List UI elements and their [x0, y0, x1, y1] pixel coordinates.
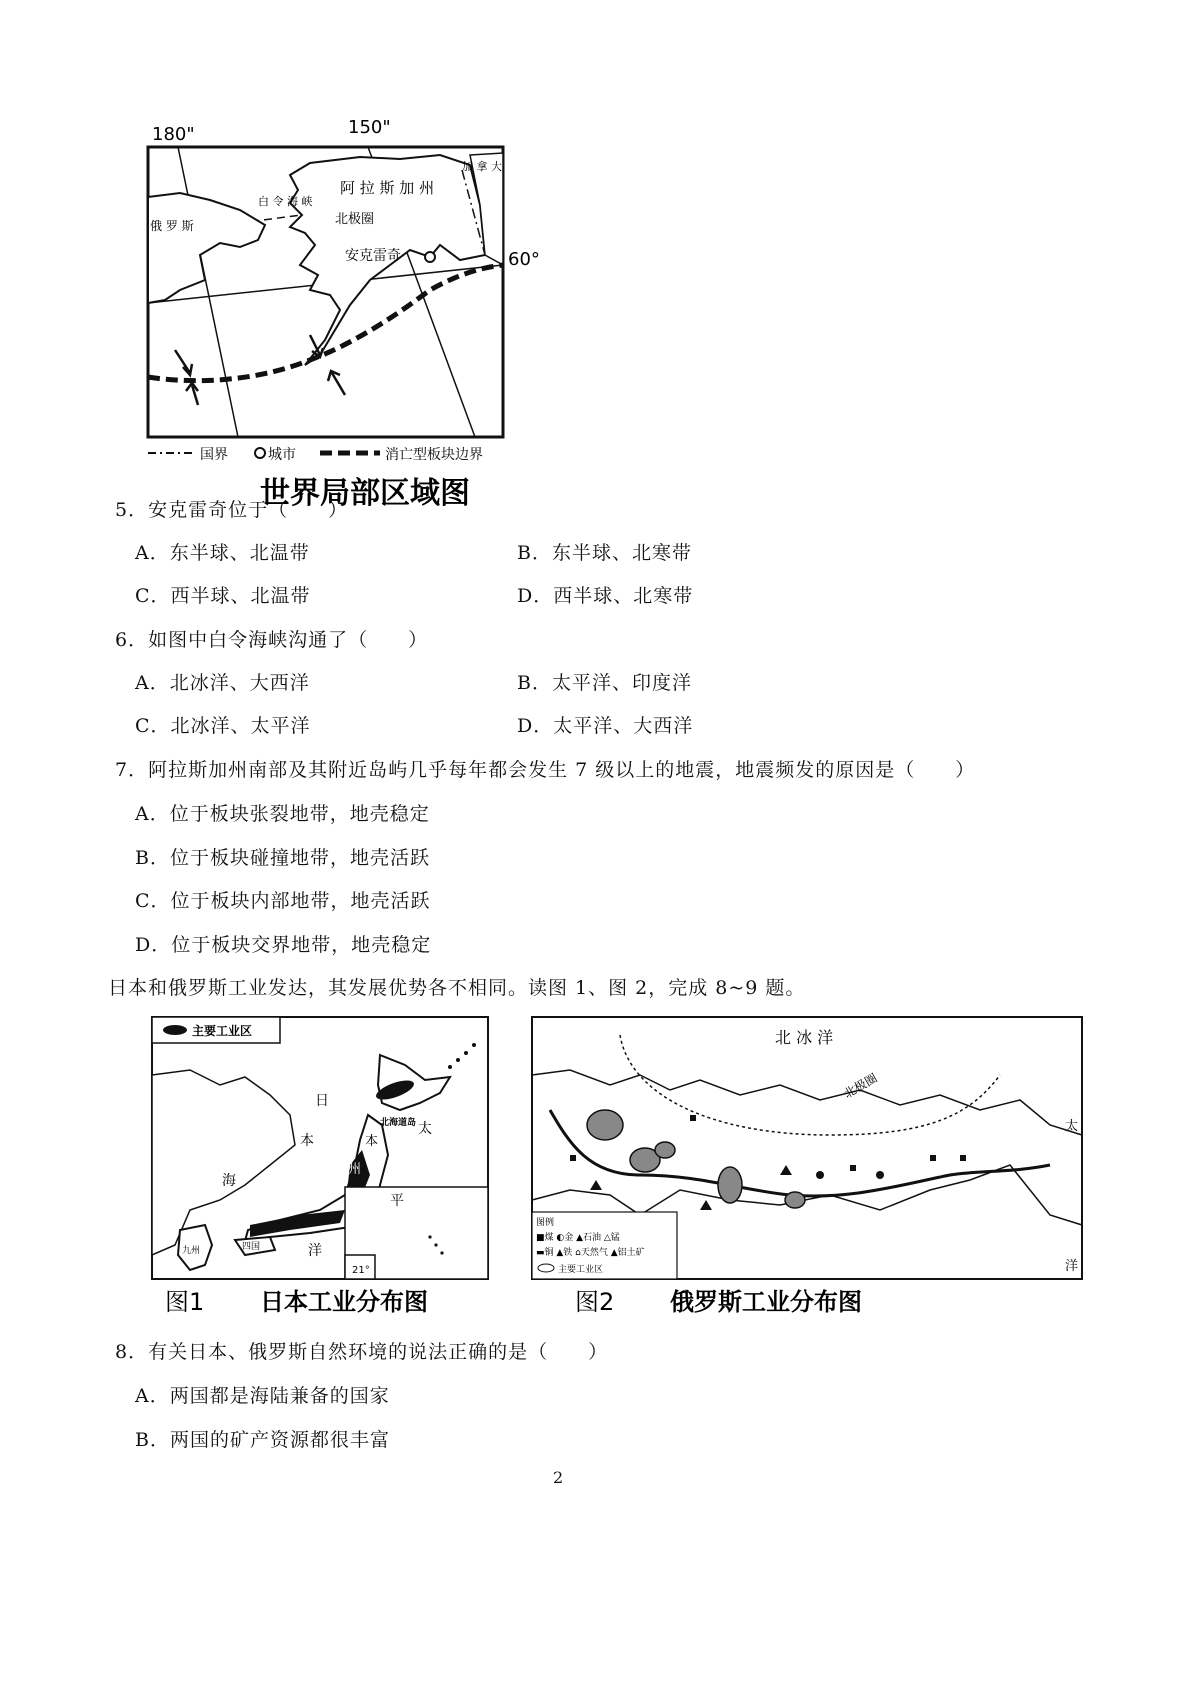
- page-number: 2: [553, 1468, 564, 1487]
- question-6-option-a[interactable]: A．北冰洋、大西洋: [135, 672, 310, 694]
- japan-map-caption: 日本工业分布图: [260, 1288, 428, 1316]
- russia-legend-row-1: ■煤 ◐金 ▲石油 △锰: [536, 1233, 620, 1243]
- russia-industry-map: [530, 1015, 1085, 1320]
- question-6-stem: 6．如图中白令海峡沟通了（ ）: [115, 629, 429, 651]
- question-5-option-d[interactable]: D．西半球、北寒带: [517, 585, 694, 607]
- question-6-option-d[interactable]: D．太平洋、大西洋: [517, 715, 694, 737]
- question-8-option-a[interactable]: A．两国都是海陆兼备的国家: [135, 1385, 390, 1407]
- russia-legend-row-3: 主要工业区: [558, 1265, 604, 1275]
- world-regional-map: [140, 115, 590, 515]
- pacific-label-1: 太: [418, 1121, 432, 1137]
- shikoku-label: 四国: [242, 1242, 261, 1252]
- legend-city-label: 城市: [268, 447, 296, 463]
- alaska-label: 阿 拉 斯 加 州: [340, 179, 435, 197]
- industrial-zone-moscow: [587, 1110, 623, 1140]
- lat-60-label: 60°: [508, 249, 540, 270]
- question-8-stem: 8．有关日本、俄罗斯自然环境的说法正确的是（ ）: [115, 1341, 609, 1363]
- question-7-option-c[interactable]: C．位于板块内部地带，地壳活跃: [135, 890, 431, 912]
- hokkaido-label: 北海道岛: [380, 1118, 417, 1128]
- pacific-label-3: 洋: [308, 1243, 322, 1259]
- question-6-option-b[interactable]: B．太平洋、印度洋: [517, 672, 692, 694]
- legend-subduction-label: 消亡型板块边界: [385, 447, 483, 463]
- inset-label: 21°: [352, 1265, 370, 1276]
- canada-label: 加 拿 大: [462, 160, 502, 173]
- question-7-option-a[interactable]: A．位于板块张裂地带，地壳稳定: [135, 803, 430, 825]
- sea-of-japan-label-2: 本: [300, 1133, 314, 1149]
- industrial-zone-baikal: [785, 1192, 805, 1208]
- intro-8-9: 日本和俄罗斯工业发达，其发展优势各不相同。读图 1、图 2，完成 8~9 题。: [108, 977, 806, 999]
- yang-label: 洋: [1065, 1259, 1079, 1274]
- industrial-zone-siberia: [718, 1167, 742, 1203]
- question-5-option-c[interactable]: C．西半球、北温带: [135, 585, 311, 607]
- question-5-option-a[interactable]: A．东半球、北温带: [135, 542, 310, 564]
- bering-strait-label: 白 令 海 峡: [258, 195, 313, 208]
- question-7-option-d[interactable]: D．位于板块交界地带，地壳稳定: [135, 934, 432, 956]
- anchorage-city-marker: [425, 252, 435, 262]
- map1-caption: 世界局部区域图: [260, 476, 470, 511]
- japan-fig-number: 图1: [165, 1288, 205, 1316]
- sea-of-japan-label-3: 海: [222, 1173, 236, 1189]
- question-5-stem: 5．安克雷奇位于（ ）: [115, 499, 349, 521]
- russia-legend-row-2: ▬铜 ▲铁 ⌂天然气 ▲铝土矿: [536, 1248, 645, 1258]
- question-5-option-b[interactable]: B．东半球、北寒带: [517, 542, 692, 564]
- russia-legend-title: 图例: [536, 1218, 555, 1228]
- pacific-label-2: 平: [390, 1193, 404, 1209]
- russia-map-caption: 俄罗斯工业分布图: [670, 1288, 862, 1316]
- legend-city-symbol: [255, 448, 265, 458]
- russia-fig-number: 图2: [575, 1288, 615, 1316]
- tai-label: 太: [1065, 1119, 1079, 1134]
- honshu-label-2: 州: [348, 1162, 362, 1177]
- japan-industry-map: [150, 1015, 505, 1320]
- kyushu-label: 九州: [182, 1246, 201, 1256]
- anchorage-label: 安克雷奇: [345, 248, 401, 264]
- industrial-zone-ural: [655, 1142, 675, 1158]
- legend-border-label: 国界: [200, 447, 228, 463]
- japan-legend-label: 主要工业区: [192, 1024, 253, 1038]
- russia-label: 俄 罗 斯: [150, 219, 194, 233]
- lon-180-label: 180": [152, 124, 195, 145]
- arctic-ocean-label: 北 冰 洋: [775, 1028, 834, 1047]
- question-7-option-b[interactable]: B．位于板块碰撞地带，地壳活跃: [135, 847, 430, 869]
- arctic-circle-label: 北极圈: [841, 1070, 880, 1101]
- japan-legend-symbol: [163, 1025, 187, 1035]
- question-8-option-b[interactable]: B．两国的矿产资源都很丰富: [135, 1429, 390, 1451]
- sea-of-japan-label-1: 日: [315, 1093, 329, 1109]
- honshu-label-1: 本: [365, 1134, 379, 1149]
- question-6-option-c[interactable]: C．北冰洋、太平洋: [135, 715, 311, 737]
- lon-150-label: 150": [348, 117, 391, 138]
- arctic-circle-label: 北极圈: [335, 212, 375, 227]
- question-7-stem: 7．阿拉斯加州南部及其附近岛屿几乎每年都会发生 7 级以上的地震，地震频发的原因是（ ）: [115, 759, 976, 781]
